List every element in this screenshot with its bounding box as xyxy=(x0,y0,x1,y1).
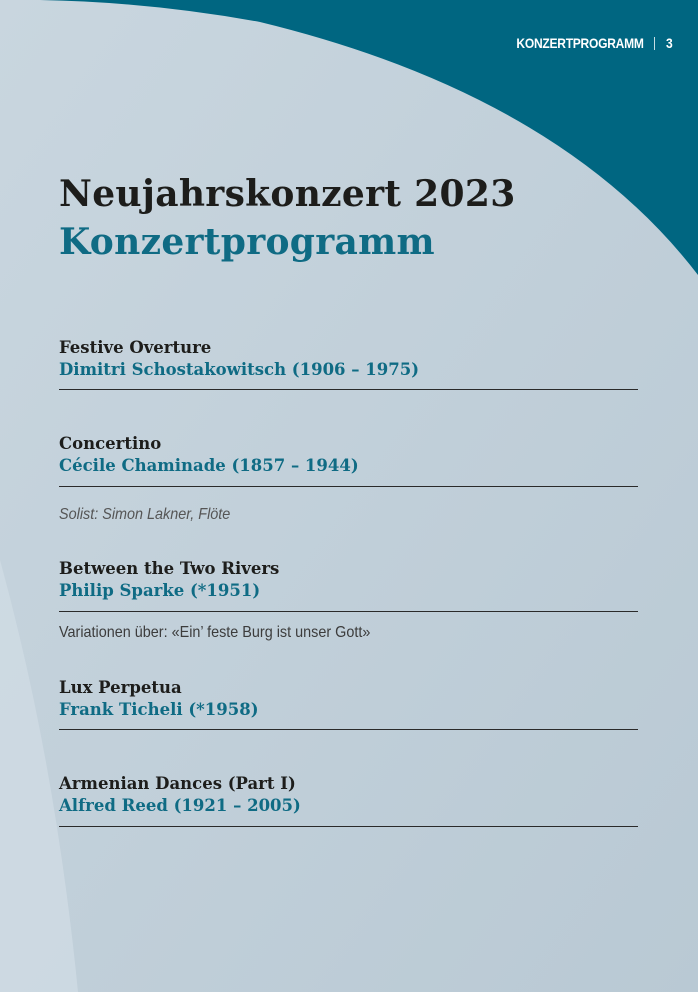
header-divider xyxy=(654,37,655,50)
piece-composer: Dimitri Schostakowitsch (1906 – 1975) xyxy=(59,360,420,379)
program-item xyxy=(59,773,638,816)
piece-note: Variationen über: «Ein’ feste Burg ist unser Gott» xyxy=(59,624,371,641)
piece-title: Concertino xyxy=(59,434,162,453)
piece-composer: Alfred Reed (1921 – 2005) xyxy=(59,796,301,815)
program-item xyxy=(59,337,638,380)
divider xyxy=(59,486,638,487)
divider xyxy=(59,611,638,612)
piece-title: Between the Two Rivers xyxy=(59,559,280,578)
divider xyxy=(59,389,638,390)
divider xyxy=(59,826,638,827)
section-label: KONZERTPROGRAMM xyxy=(515,35,644,51)
piece-title: Armenian Dances (Part I) xyxy=(59,774,296,793)
piece-title: Lux Perpetua xyxy=(59,678,182,697)
piece-composer: Philip Sparke (*1951) xyxy=(59,581,261,600)
page-number: 3 xyxy=(665,35,672,51)
program-item xyxy=(59,677,638,720)
piece-composer: Cécile Chaminade (1857 – 1944) xyxy=(59,456,359,475)
running-header xyxy=(516,35,672,51)
soloist-note: Solist: Simon Lakner, Flöte xyxy=(59,506,231,523)
divider xyxy=(59,729,638,730)
program-item xyxy=(59,558,638,601)
page-title: Neujahrskonzert 2023 xyxy=(59,173,516,215)
page-subtitle: Konzertprogramm xyxy=(59,221,435,263)
piece-composer: Frank Ticheli (*1958) xyxy=(59,700,259,719)
program-item xyxy=(59,433,638,476)
piece-title: Festive Overture xyxy=(59,338,212,357)
